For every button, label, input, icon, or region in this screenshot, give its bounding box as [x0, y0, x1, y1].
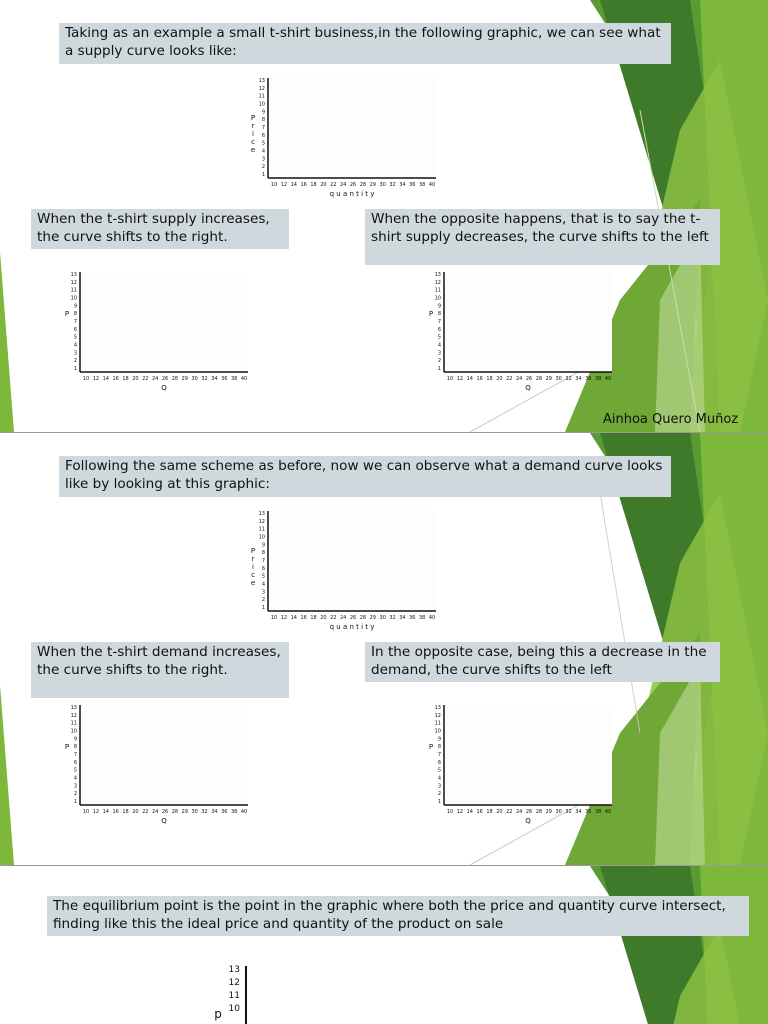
plot-area: [80, 705, 248, 805]
x-tick-label: 18: [310, 182, 317, 188]
y-tick-label: 4: [261, 581, 265, 588]
supply-increase-graph: [56, 266, 256, 396]
y-axis-label: P: [250, 114, 256, 122]
y-axis-label: P: [64, 310, 70, 318]
y-tick-label: 12: [434, 712, 441, 719]
y-tick-label: 1: [73, 366, 77, 372]
x-tick-label: 29: [181, 376, 188, 382]
y-tick-label: 3: [261, 156, 265, 163]
x-tick-label: 36: [221, 376, 228, 382]
x-tick-label: 40: [428, 182, 436, 188]
y-tick-label: 2: [261, 164, 265, 171]
x-tick-label: 18: [122, 809, 129, 815]
y-tick-label: 13: [434, 705, 441, 711]
x-tick-label: 18: [486, 809, 493, 815]
y-tick-label: 3: [437, 350, 441, 357]
y-tick-label: 13: [258, 78, 265, 84]
y-tick-label: 2: [261, 597, 265, 604]
x-tick-label: 20: [132, 809, 139, 815]
y-axis-label: P: [64, 743, 70, 751]
x-tick-label: 28: [535, 376, 543, 382]
y-tick-label: 12: [258, 85, 265, 92]
supply-decrease-caption: When the opposite happens, that is to say the t-shirt supply decreases, the curve shifts to the left: [365, 209, 720, 265]
y-tick-label: 10: [258, 101, 265, 108]
x-axis-label: Q: [161, 384, 167, 392]
x-tick-label: 12: [456, 376, 464, 382]
y-tick-label: 11: [434, 720, 441, 727]
x-tick-label: 30: [379, 615, 386, 621]
x-tick-label: 40: [240, 376, 248, 382]
x-tick-label: 28: [535, 809, 543, 815]
y-tick-label: 9: [261, 109, 265, 116]
x-tick-label: 40: [240, 809, 248, 815]
x-tick-label: 26: [349, 615, 357, 621]
x-tick-label: 30: [191, 809, 198, 815]
y-tick-label: 12: [70, 279, 77, 286]
x-tick-label: 29: [369, 182, 376, 188]
y-tick-label: 10: [434, 728, 441, 735]
y-tick-label: 8: [73, 311, 77, 318]
x-tick-label: 36: [409, 182, 416, 188]
y-tick-label: 6: [261, 565, 265, 572]
y-tick-label: 9: [437, 736, 441, 743]
y-axis-label: P: [250, 547, 256, 555]
y-tick-label: 12: [258, 518, 265, 525]
y-tick-label: 7: [261, 125, 265, 131]
y-tick-label: 2: [437, 358, 441, 365]
x-tick-label: 24: [515, 809, 523, 815]
x-tick-label: 29: [181, 809, 188, 815]
x-tick-label: 20: [496, 376, 503, 382]
x-tick-label: 10: [82, 809, 90, 815]
x-tick-label: 38: [594, 809, 602, 815]
y-tick-label: 7: [261, 558, 265, 564]
plot-area: [80, 272, 248, 372]
y-tick-label: 2: [73, 791, 77, 798]
y-tick-label: 9: [437, 303, 441, 310]
x-tick-label: 16: [476, 809, 483, 815]
y-tick-label: 13: [258, 511, 265, 517]
y-tick-label: 5: [73, 767, 77, 774]
x-tick-label: 22: [142, 809, 149, 815]
y-axis-label: p: [214, 1007, 222, 1021]
x-tick-label: 34: [399, 615, 406, 621]
y-tick-label: 4: [73, 342, 77, 349]
y-tick-label: 11: [228, 991, 240, 1001]
x-tick-label: 12: [456, 809, 464, 815]
y-axis-label: e: [250, 146, 256, 154]
x-tick-label: 24: [151, 376, 159, 382]
x-tick-label: 10: [270, 615, 278, 621]
x-tick-label: 26: [161, 376, 169, 382]
y-tick-label: 13: [70, 705, 77, 711]
y-axis-label: i: [252, 130, 254, 138]
x-tick-label: 20: [132, 376, 139, 382]
supply-increase-caption: When the t-shirt supply increases, the curve shifts to the right.: [31, 209, 289, 249]
slide-supply: [0, 0, 768, 432]
y-tick-label: 11: [70, 720, 77, 727]
x-tick-label: 22: [330, 615, 337, 621]
x-tick-label: 28: [359, 182, 367, 188]
x-tick-label: 34: [211, 376, 218, 382]
x-tick-label: 14: [290, 182, 297, 188]
x-axis-label: Q: [525, 384, 531, 392]
y-tick-label: 8: [73, 744, 77, 751]
x-tick-label: 26: [161, 809, 169, 815]
x-tick-label: 28: [171, 809, 179, 815]
x-tick-label: 26: [525, 376, 533, 382]
equilibrium-intro-text: The equilibrium point is the point in the graphic where both the price and quantity curve intersect, finding like this the ideal price and quantity of the product on sale: [47, 896, 749, 936]
demand-increase-graph: [56, 699, 256, 829]
x-tick-label: 14: [290, 615, 297, 621]
y-tick-label: 5: [261, 573, 265, 580]
x-tick-label: 16: [112, 376, 119, 382]
y-tick-label: 6: [73, 326, 77, 333]
y-tick-label: 6: [437, 326, 441, 333]
plot-area: [444, 705, 612, 805]
demand-decrease-caption: In the opposite case, being this a decrease in the demand, the curve shifts to the left: [365, 642, 720, 682]
slide-demand: [0, 433, 768, 865]
plot-area: [444, 272, 612, 372]
x-tick-label: 20: [496, 809, 503, 815]
y-tick-label: 3: [261, 589, 265, 596]
x-tick-label: 38: [230, 809, 238, 815]
x-tick-label: 36: [585, 376, 592, 382]
y-tick-label: 3: [73, 350, 77, 357]
y-tick-label: 5: [261, 140, 265, 147]
y-tick-label: 8: [437, 311, 441, 318]
y-tick-label: 1: [261, 605, 265, 611]
x-tick-label: 22: [506, 809, 513, 815]
x-tick-label: 12: [280, 615, 288, 621]
x-tick-label: 30: [379, 182, 386, 188]
y-tick-label: 12: [70, 712, 77, 719]
x-tick-label: 29: [545, 809, 552, 815]
y-tick-label: 1: [437, 799, 441, 805]
x-tick-label: 29: [545, 376, 552, 382]
y-tick-label: 2: [73, 358, 77, 365]
y-tick-label: 7: [437, 752, 441, 758]
y-tick-label: 4: [73, 775, 77, 782]
y-tick-label: 6: [73, 759, 77, 766]
x-tick-label: 32: [201, 376, 208, 382]
y-tick-label: 4: [437, 342, 441, 349]
y-tick-label: 13: [228, 965, 240, 975]
x-tick-label: 18: [486, 376, 493, 382]
x-tick-label: 38: [594, 376, 602, 382]
y-tick-label: 10: [228, 1004, 240, 1014]
x-tick-label: 16: [112, 809, 119, 815]
x-tick-label: 26: [525, 809, 533, 815]
green-decoration: [0, 866, 768, 1024]
x-tick-label: 40: [604, 376, 612, 382]
x-tick-label: 20: [320, 182, 327, 188]
x-tick-label: 12: [92, 809, 100, 815]
y-tick-label: 11: [70, 287, 77, 294]
y-tick-label: 12: [434, 279, 441, 286]
x-tick-label: 28: [171, 376, 179, 382]
plot-area: [268, 511, 436, 611]
y-tick-label: 5: [73, 334, 77, 341]
demand-curve-graph: [240, 505, 440, 635]
x-tick-label: 32: [389, 615, 396, 621]
x-tick-label: 10: [446, 809, 454, 815]
x-tick-label: 14: [102, 376, 109, 382]
x-tick-label: 26: [349, 182, 357, 188]
x-tick-label: 32: [389, 182, 396, 188]
y-tick-label: 12: [228, 978, 240, 988]
y-tick-label: 3: [437, 783, 441, 790]
x-tick-label: 34: [399, 182, 406, 188]
x-axis-label: q u a n t i t y: [329, 623, 375, 631]
y-tick-label: 10: [258, 534, 265, 541]
y-tick-label: 6: [261, 132, 265, 139]
x-tick-label: 34: [575, 376, 582, 382]
x-tick-label: 38: [418, 615, 426, 621]
x-tick-label: 36: [221, 809, 228, 815]
x-tick-label: 30: [555, 809, 562, 815]
x-axis-label: q u a n t i t y: [329, 190, 375, 198]
y-tick-label: 9: [261, 542, 265, 549]
demand-decrease-graph: [420, 699, 620, 829]
x-tick-label: 22: [142, 376, 149, 382]
y-tick-label: 10: [70, 295, 77, 302]
y-tick-label: 11: [258, 93, 265, 100]
y-tick-label: 4: [437, 775, 441, 782]
y-tick-label: 13: [434, 272, 441, 278]
x-tick-label: 14: [466, 376, 473, 382]
x-tick-label: 22: [330, 182, 337, 188]
x-tick-label: 28: [359, 615, 367, 621]
y-tick-label: 2: [437, 791, 441, 798]
x-tick-label: 18: [122, 376, 129, 382]
x-tick-label: 24: [151, 809, 159, 815]
y-tick-label: 9: [73, 736, 77, 743]
y-axis-label: P: [428, 743, 434, 751]
x-tick-label: 40: [428, 615, 436, 621]
x-tick-label: 16: [300, 182, 307, 188]
x-tick-label: 24: [515, 376, 523, 382]
y-tick-label: 7: [73, 319, 77, 325]
y-tick-label: 5: [437, 334, 441, 341]
x-tick-label: 38: [418, 182, 426, 188]
y-tick-label: 13: [70, 272, 77, 278]
x-tick-label: 34: [211, 809, 218, 815]
y-tick-label: 7: [437, 319, 441, 325]
x-axis-label: Q: [525, 817, 531, 825]
y-tick-label: 9: [73, 303, 77, 310]
equilibrium-graph: [200, 962, 320, 1024]
demand-intro-text: Following the same scheme as before, now we can observe what a demand curve looks like by looking at this graphic:: [59, 456, 671, 497]
y-tick-label: 1: [437, 366, 441, 372]
x-tick-label: 10: [82, 376, 90, 382]
x-tick-label: 30: [555, 376, 562, 382]
y-tick-label: 3: [73, 783, 77, 790]
y-tick-label: 11: [434, 287, 441, 294]
y-tick-label: 11: [258, 526, 265, 533]
y-axis-label: r: [251, 555, 255, 563]
y-axis-label: e: [250, 579, 256, 587]
x-axis-label: Q: [161, 817, 167, 825]
x-tick-label: 20: [320, 615, 327, 621]
x-tick-label: 32: [565, 809, 572, 815]
x-tick-label: 10: [270, 182, 278, 188]
y-tick-label: 1: [261, 172, 265, 178]
x-tick-label: 32: [201, 809, 208, 815]
x-tick-label: 24: [339, 615, 347, 621]
x-tick-label: 16: [300, 615, 307, 621]
y-tick-label: 6: [437, 759, 441, 766]
x-tick-label: 36: [585, 809, 592, 815]
y-axis-label: c: [251, 571, 255, 579]
x-tick-label: 29: [369, 615, 376, 621]
x-tick-label: 12: [92, 376, 100, 382]
x-tick-label: 14: [102, 809, 109, 815]
x-tick-label: 38: [230, 376, 238, 382]
supply-decrease-graph: [420, 266, 620, 396]
author-name: Ainhoa Quero Muñoz: [603, 412, 739, 427]
y-axis-label: i: [252, 563, 254, 571]
x-tick-label: 40: [604, 809, 612, 815]
supply-intro-text: Taking as an example a small t-shirt business,in the following graphic, we can see what a supply curve looks like:: [59, 23, 671, 64]
x-tick-label: 36: [409, 615, 416, 621]
x-tick-label: 16: [476, 376, 483, 382]
y-tick-label: 8: [261, 117, 265, 124]
x-tick-label: 24: [339, 182, 347, 188]
x-tick-label: 14: [466, 809, 473, 815]
plot-area: [268, 78, 436, 178]
supply-curve-graph: [240, 72, 440, 202]
y-tick-label: 7: [73, 752, 77, 758]
x-tick-label: 32: [565, 376, 572, 382]
demand-increase-caption: When the t-shirt demand increases, the curve shifts to the right.: [31, 642, 289, 698]
y-tick-label: 5: [437, 767, 441, 774]
x-tick-label: 30: [191, 376, 198, 382]
y-tick-label: 1: [73, 799, 77, 805]
y-axis-label: c: [251, 138, 255, 146]
slide-equilibrium: [0, 866, 768, 1024]
x-tick-label: 18: [310, 615, 317, 621]
y-axis-label: P: [428, 310, 434, 318]
y-tick-label: 4: [261, 148, 265, 155]
x-tick-label: 10: [446, 376, 454, 382]
y-tick-label: 8: [437, 744, 441, 751]
x-tick-label: 22: [506, 376, 513, 382]
y-tick-label: 8: [261, 550, 265, 557]
x-tick-label: 34: [575, 809, 582, 815]
y-tick-label: 10: [434, 295, 441, 302]
y-axis-label: r: [251, 122, 255, 130]
x-tick-label: 12: [280, 182, 288, 188]
y-tick-label: 10: [70, 728, 77, 735]
